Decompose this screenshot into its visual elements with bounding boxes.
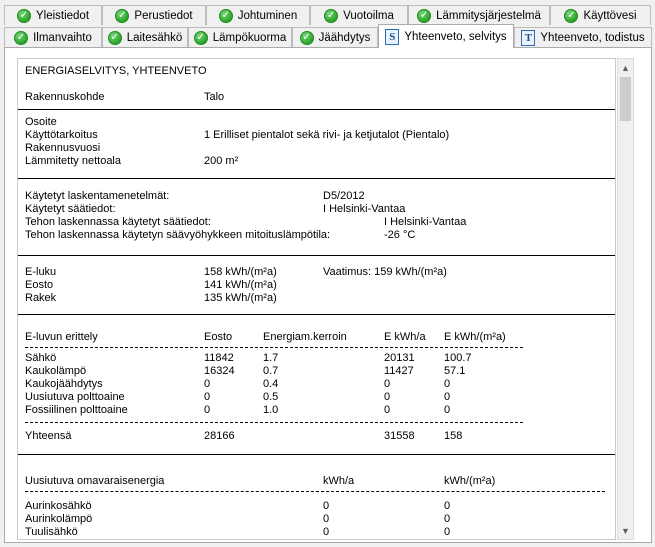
nettoala-value: 200 m² [204,155,239,167]
check-circle-icon: ✓ [564,9,578,23]
scroll-up-arrow-icon[interactable]: ▲ [621,62,630,73]
report-view[interactable] [17,58,616,540]
cell: 28166 [204,430,235,442]
cell: Yhteensä [25,430,72,442]
cell: 0 [384,404,391,416]
divider [18,178,616,179]
cell: Uusiutuva polttoaine [25,391,125,403]
tab-row-2 [0,27,655,48]
check-circle-icon: ✓ [417,9,431,23]
tab-row-1 [0,5,655,25]
rakennusvuosi-label: Rakennusvuosi [25,142,101,154]
cell: 0 [384,391,391,403]
tab-label: Lämmitysjärjestelmä [436,9,541,22]
rakennuskohde-label: Rakennuskohde [25,91,105,103]
erittely-header: Energiam.kerroin [263,331,347,343]
cell: Tuulisähkö [25,526,78,538]
erittely-header: E kWh/(m²a) [444,331,506,343]
cell: Aurinkolämpö [25,513,93,525]
eluku-value: 158 kWh/(m²a) [204,266,277,278]
cell: 0 [323,526,330,538]
document-t-icon: T [521,30,535,46]
vertical-scrollbar[interactable] [617,58,634,540]
cell: 31558 [384,430,415,442]
cell: 0 [444,391,451,403]
mitoitus-label: Tehon laskennassa käytetyn säävyöhykkeen mitoituslämpötila: [25,229,331,241]
cell: Kaukolämpö [25,365,87,377]
saatiedot-label: Käytetyt säätiedot: [25,203,116,215]
cell: 0 [323,513,330,525]
tab-label: Yhteenveto, selvitys [404,30,507,43]
divider [18,255,616,256]
divider [18,109,616,110]
tab-label: Perustiedot [134,9,193,22]
cell: 0.7 [263,365,279,377]
tab-ilmanvaihto[interactable] [4,27,102,48]
cell: 16324 [204,365,235,377]
cell: 0 [204,391,211,403]
tab-label: Vuotoilma [343,9,394,22]
cell: 0.5 [263,391,279,403]
saatiedot-value: I Helsinki-Vantaa [323,203,406,215]
tab-vuotoilma[interactable] [310,5,408,25]
cell: 0 [384,378,391,390]
check-circle-icon: ✓ [14,31,28,45]
scrollbar-thumb[interactable] [620,77,631,121]
tab-lampokuorma[interactable] [188,27,292,48]
tab-kayttovesi[interactable] [550,5,651,25]
cell: 57.1 [444,365,466,377]
cell: 0 [444,526,451,538]
uusiutuva-header: kWh/(m²a) [444,475,496,487]
mitoitus-value: -26 °C [384,229,416,241]
check-circle-icon: ✓ [108,31,122,45]
tab-label: Käyttövesi [583,9,637,22]
check-circle-icon: ✓ [324,9,338,23]
tab-label: Yhteenveto, todistus [540,32,645,44]
check-circle-icon: ✓ [300,31,314,45]
cell: Aurinkosähkö [25,500,92,512]
nettoala-label: Lämmitetty nettoala [25,155,121,167]
kayttotarkoitus-value: 1 Erilliset pientalot sekä rivi- ja ketjutalot (Pientalo) [204,129,450,141]
eluku-label: E-luku [25,266,57,278]
tab-label: Jäähdytys [318,32,371,44]
tab-yhteenveto-todistus[interactable] [514,27,652,48]
tab-laitesahko[interactable] [102,27,188,48]
tab-jaahdytys[interactable] [292,27,378,48]
tehon-saatiedot-label: Tehon laskennassa käytetyt säätiedot: [25,216,211,228]
erittely-header: E kWh/a [384,331,426,343]
divider [18,314,616,315]
vaatimus: Vaatimus: 159 kWh/(m²a) [323,266,447,278]
uusiutuva-header: Uusiutuva omavaraisenergia [25,475,165,487]
cell: 0 [444,404,451,416]
cell: 11427 [384,365,414,377]
scroll-down-arrow-icon[interactable]: ▼ [621,525,630,536]
check-circle-icon: ✓ [115,9,129,23]
rakek-value: 135 kWh/(m²a) [204,292,277,304]
cell: Kaukojäähdytys [25,378,103,390]
check-circle-icon: ✓ [219,9,233,23]
document-s-icon: S [385,29,399,45]
cell: 0.4 [263,378,279,390]
cell: 0 [444,513,451,525]
cell: 100.7 [444,352,472,364]
tab-label: Ilmanvaihto [33,32,92,44]
eosto-value: 141 kWh/(m²a) [204,279,277,291]
cell: 20131 [384,352,415,364]
tab-label: Johtuminen [237,9,298,22]
divider [18,454,616,455]
check-circle-icon: ✓ [17,9,31,23]
menetelmat-label: Käytetyt laskentamenetelmät: [25,190,170,202]
cell: 0 [204,404,211,416]
check-circle-icon: ✓ [194,31,208,45]
cell: 1.7 [263,352,279,364]
tab-label: Laitesähkö [126,32,183,44]
tab-johtuminen[interactable] [206,5,310,25]
kayttotarkoitus-label: Käyttötarkoitus [25,129,98,141]
cell: Sähkö [25,352,57,364]
cell: 0 [204,378,211,390]
dashed-divider [25,491,605,492]
tab-yhteenveto-selvitys[interactable] [378,24,514,48]
erittely-header: Eosto [204,331,233,343]
rakennuskohde-value: Talo [204,91,225,103]
menetelmat-value: D5/2012 [323,190,365,202]
cell: 0 [444,500,451,512]
cell: 11842 [204,352,234,364]
cell: 0 [323,500,330,512]
tehon-saatiedot-value: I Helsinki-Vantaa [384,216,467,228]
osoite-label: Osoite [25,116,57,128]
tab-perustiedot[interactable] [102,5,206,25]
tab-panel [4,47,652,543]
dashed-divider [25,422,523,423]
tab-label: Yleistiedot [35,9,90,22]
eosto-label: Eosto [25,279,54,291]
cell: 1.0 [263,404,279,416]
cell: 158 [444,430,463,442]
tab-label: Lämpökuorma [212,32,287,44]
rakek-label: Rakek [25,292,57,304]
uusiutuva-header: kWh/a [323,475,355,487]
cell: 0 [444,378,451,390]
tab-lammitysjarjestelma[interactable] [408,5,550,25]
cell: Fossiilinen polttoaine [25,404,128,416]
tab-yleistiedot[interactable] [4,5,102,25]
erittely-header: E-luvun erittely [25,331,98,343]
report-title: ENERGIASELVITYS, YHTEENVETO [25,65,207,77]
dashed-divider [25,347,523,348]
